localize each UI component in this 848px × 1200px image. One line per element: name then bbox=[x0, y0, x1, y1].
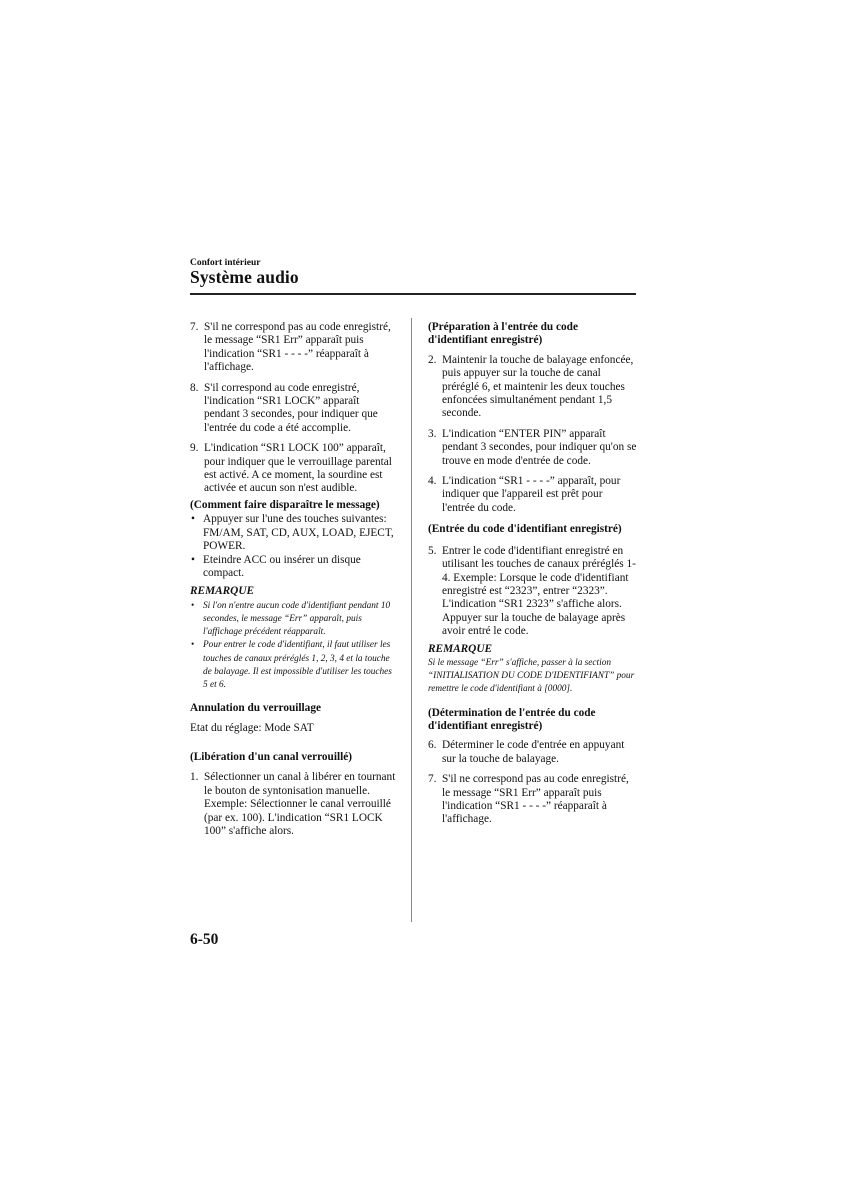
step-number: 5. bbox=[428, 544, 437, 557]
section-label: Confort intérieur bbox=[190, 258, 261, 268]
subheading-release: (Libération d'un canal verrouillé) bbox=[190, 750, 353, 763]
page-number: 6-50 bbox=[190, 931, 219, 948]
step-item bbox=[190, 442, 397, 496]
step-item bbox=[190, 321, 397, 375]
right-column bbox=[428, 321, 638, 834]
step-text: S'il ne correspond pas au code enregistré, le message “SR1 Err” apparaît puis l'indication “SR1 - - - -” réapparaît à l'affichage. bbox=[204, 321, 391, 374]
cancel-heading: Annulation du verrouillage bbox=[190, 702, 321, 715]
step-number: 7. bbox=[428, 773, 437, 786]
step-text: L'indication “SR1 - - - -” apparaît, pour indiquer que l'appareil est prêt pour l'entrée du code. bbox=[442, 475, 621, 514]
step-number: 9. bbox=[190, 442, 199, 455]
step-number: 4. bbox=[428, 475, 437, 488]
step-text: Maintenir la touche de balayage enfoncée, puis appuyer sur la touche de canal préréglé 6, et maintenir les deux touches enfoncées simultanément pendant 1,5 seconde. bbox=[442, 353, 634, 420]
setting-state: Etat du réglage: Mode SAT bbox=[190, 721, 314, 734]
step-number: 8. bbox=[190, 381, 199, 394]
step-item bbox=[428, 545, 638, 639]
title-divider bbox=[190, 293, 636, 295]
note-item: • Pour entrer le code d'identifiant, il faut utiliser les touches de canaux préréglés 1, 2, 3, 4 et la touche de balayage. Il est impossible d'utiliser les touches 5 et 6. bbox=[190, 639, 397, 692]
step-number: 7. bbox=[190, 321, 199, 333]
subheading-entry: (Entrée du code d'identifiant enregistré) bbox=[428, 523, 622, 536]
column-divider bbox=[411, 318, 412, 922]
left-column bbox=[190, 321, 397, 845]
step-item bbox=[428, 475, 638, 515]
step-number: 6. bbox=[428, 739, 437, 752]
subheading-determination: (Détermination de l'entrée du code d'identifiant enregistré) bbox=[428, 706, 596, 732]
note-item: • Si l'on n'entre aucun code d'identifiant pendant 10 secondes, le message “Err” apparaît, puis l'affichage précédent réapparaît. bbox=[190, 600, 397, 640]
bullet-item: • Eteindre ACC ou insérer un disque compact. bbox=[190, 554, 397, 581]
step-text: Déterminer le code d'entrée en appuyant sur la touche de balayage. bbox=[442, 739, 625, 765]
step-text: L'indication “ENTER PIN” apparaît pendant 3 secondes, pour indiquer qu'on se trouve en mode d'entrée de code. bbox=[442, 427, 637, 467]
bullet-item: • Appuyer sur l'une des touches suivantes: FM/AM, SAT, CD, AUX, LOAD, EJECT, POWER. bbox=[190, 513, 397, 553]
subheading-message: (Comment faire disparaître le message) bbox=[190, 498, 380, 511]
note-text: Si le message “Err” s'affiche, passer à la section “INITIALISATION DU CODE D'IDENTIFIANT” pour remettre le code d'identifiant à [0000]. bbox=[428, 657, 635, 695]
step-item bbox=[428, 354, 638, 421]
step-number: 3. bbox=[428, 427, 437, 440]
step-text: Entrer le code d'identifiant enregistré en utilisant les touches de canaux préréglés 1-4. Exemple: Lorsque le code d'identifiant enregistré est “2323”, entrer “2323”. L'indication “SR1 2323” s'affiche alors. Appuyer sur la touche de balayage après avoir entré le code. bbox=[442, 544, 636, 638]
step-item bbox=[190, 382, 397, 436]
note-title: REMARQUE bbox=[190, 585, 255, 598]
page-title: Système audio bbox=[190, 267, 299, 287]
subheading-preparation: (Préparation à l'entrée du code d'identifiant enregistré) bbox=[428, 321, 578, 347]
step-item bbox=[428, 773, 638, 827]
note-title: REMARQUE bbox=[428, 642, 493, 655]
step-text: S'il ne correspond pas au code enregistré, le message “SR1 Err” apparaît puis l'indication “SR1 - - - -” réapparaît à l'affichage. bbox=[442, 773, 629, 826]
step-item bbox=[428, 739, 638, 766]
step-item bbox=[190, 771, 397, 838]
step-text: L'indication “SR1 LOCK 100” apparaît, pour indiquer que le verrouillage parental est activé. A ce moment, la sourdine est activée et aucun son n'est audible. bbox=[204, 442, 392, 495]
step-number: 2. bbox=[428, 353, 437, 366]
step-item bbox=[428, 428, 638, 468]
step-text: S'il correspond au code enregistré, l'indication “SR1 LOCK” apparaît pendant 3 secondes, pour indiquer que l'entrée du code a été accomplie. bbox=[204, 381, 378, 434]
step-number: 1. bbox=[190, 771, 199, 784]
step-text: Sélectionner un canal à libérer en tournant le bouton de syntonisation manuelle. Exemple: Sélectionner le canal verrouillé (par ex. 100). L'indication “SR1 LOCK 100” s'affiche alors. bbox=[204, 771, 396, 837]
